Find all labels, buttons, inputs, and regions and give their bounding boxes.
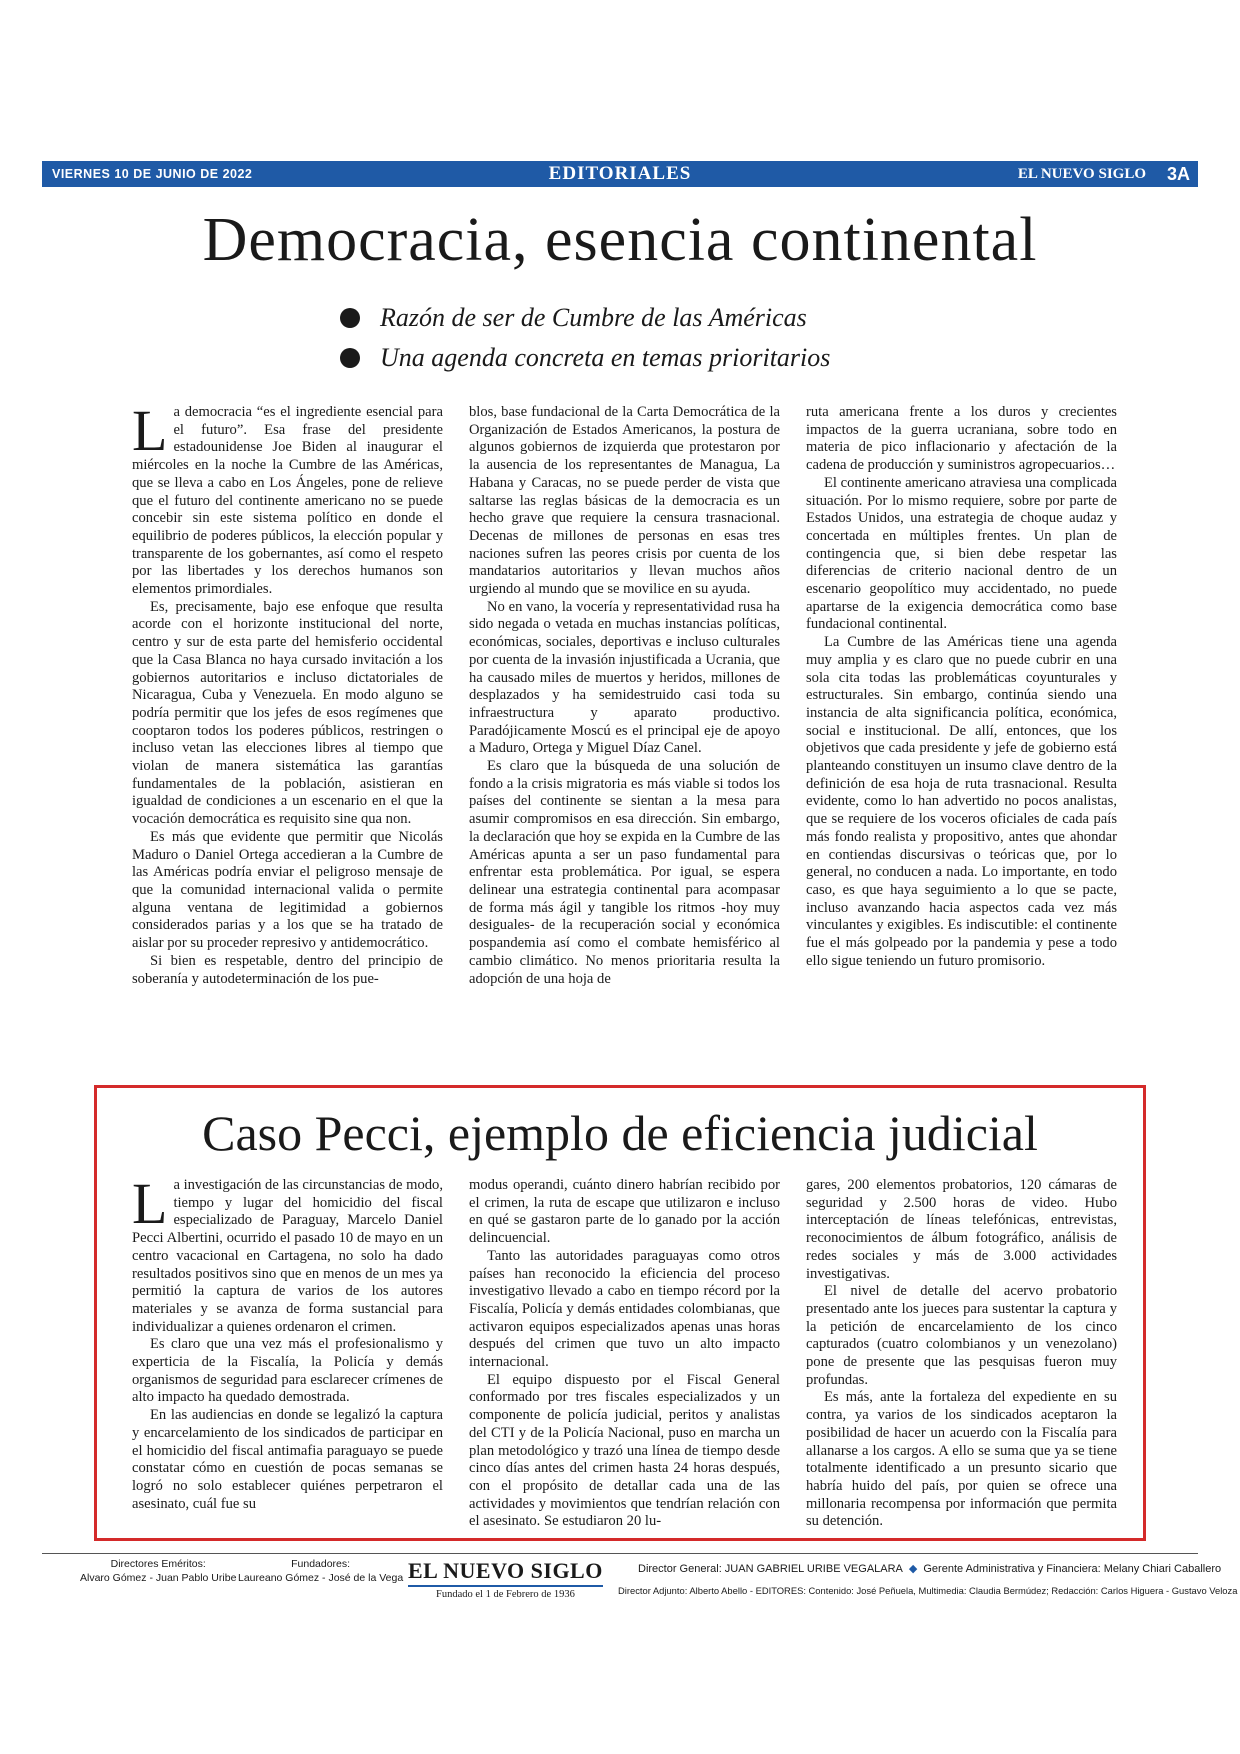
paragraph-text: a investigación de las circunstancias de modo, tiempo y lugar del homicidio del fiscal especializado de Paraguay, Marcelo Daniel Pecci Albertini, ocurrido el pasado 10 de mayo en un centro vacacional en Cartagena, no solo ha dado resultados positivos sino que en menos de un mes ya permitió la captura de varios de los autores materiales y se avanza de forma sustancial para individualizar a quienes ordenaron el crimen. [132, 1177, 443, 1335]
general-director: Director General: JUAN GABRIEL URIBE VEGALARA [638, 1563, 903, 1575]
founders [238, 1558, 403, 1584]
paragraph: Si bien es respetable, dentro del principio de soberanía y autodeterminación de los pue- [132, 952, 443, 987]
paragraph: ruta americana frente a los duros y crecientes impactos de la guerra ucraniana, sobre todo en materia de pico inflacionario y afectación de la cadena de producción y suministros agropecuarios… [806, 404, 1117, 474]
masthead-brand: EL NUEVO SIGLO [1017, 166, 1146, 182]
founders-names: Laureano Gómez - José de la Vega [238, 1572, 404, 1584]
paragraph-text: a democracia “es el ingrediente esencial para el futuro”. Esa frase del presidente estadounidense Joe Biden al inaugurar el miércoles en la noche la Cumbre de las Américas, que se lleva a cabo en Los Ángeles, pone de relieve que el futuro del continente americano no se puede concebir sin este sistema político en donde el equilibrio de poderes públicos, la elección popular y transparente de los gobernantes, así como el respeto por las libertades y los derechos humanos son elementos primordiales. [132, 404, 443, 598]
paragraph: Es claro que la búsqueda de una solución de fondo a la crisis migratoria es más viable si todos los países del continente se sientan a la mesa para asumir compromisos en esa dirección. Sin embargo, la declaración que hoy se expida en la Cumbre de las Américas apunta a ser un paso fundamental para enfrentar esta problemática. Por igual, se espera delinear una estrategia continental para acompasar de forma más ágil y tangible los ritmos -hoy muy desiguales- de la recuperación social y económica pospandemia así como el combate hemisférico al cambio climático. No menos prioritaria resulta la adopción de una hoja de [469, 758, 780, 987]
logo-rule [408, 1585, 603, 1587]
column-2 [469, 404, 780, 988]
paragraph: Es claro que una vez más el profesionalismo y experticia de la Fiscalía, la Policía y demás organismos de seguridad para esclarecer crímenes de alto impacto ha quedado demostrada. [132, 1336, 443, 1406]
editorial-2-title: Caso Pecci, ejemplo de eficiencia judicial [202, 1105, 1038, 1161]
diamond-separator-icon: ◆ [908, 1563, 918, 1575]
paragraph: Es más que evidente que permitir que Nicolás Maduro o Daniel Ortega accedieran a la Cumbre de las Américas podría enviar el peligroso mensaje de que la comunidad internacional valida o permite alguna ventana de legitimidad a gobiernos considerados parias y a los que se ha tratado de aislar por su proceder represivo y antidemocrático. [132, 828, 443, 952]
editorial-1-body [132, 398, 1117, 988]
paragraph: El equipo dispuesto por el Fiscal General conformado por tres fiscales especializados y un componente de policía judicial, peritos y analistas del CTI y de la Policía Nacional, puso en marcha un plan metodológico y trazó una línea de tiempo desde cinco días antes del crimen hasta 24 horas después, con el propósito de detallar cada una de las actividades y movimientos que tendrían relación con el asesinato. Se estudiaron 20 lu- [469, 1371, 780, 1530]
summary-text: Una agenda concreta en temas prioritarios [380, 343, 831, 372]
logo-name: EL NUEVO SIGLO [408, 1558, 603, 1583]
section-title: EDITORIALES [548, 163, 692, 184]
editors-line: Director Adjunto: Alberto Abello - EDITORES: Contenido: José Peñuela, Multimedia: Claudia Bermúdez; Redacción: Carlos Higuera - Gustavo Veloza [618, 1585, 1238, 1596]
page-number: 3A [1166, 164, 1190, 184]
footer-logo [408, 1558, 603, 1600]
column-3 [806, 404, 1117, 988]
column-1 [132, 1171, 443, 1531]
bullet-dot-icon [340, 348, 360, 368]
administrative-manager: Gerente Administrativa y Financiera: Melany Chiari Caballero [923, 1563, 1222, 1575]
page-header-bar [42, 161, 1198, 187]
paragraph: No en vano, la vocería y representatividad rusa ha sido negada o vetada en muchas instancias políticas, económicas, sociales, deportivas e incluso culturales por cuenta de la invasión injustificada a Ucrania, que ha causado miles de muertos y heridos, millones de desplazados y ha semidestruido casi toda su infraestructura y aparato productivo. Paradójicamente Moscú es el principal eje de apoyo a Maduro, Ortega y Miguel Díaz Canel. [469, 598, 780, 757]
paragraph: Es más, ante la fortaleza del expediente en su contra, ya varios de los sindicados aceptaron la posibilidad de hacer un acuerdo con la Fiscalía para allanarse a los cargos. A ello se suma que ya se tiene totalmente identificado a un presunto sicario que habría huido del país, por quien se ofrece una millonaria recompensa por información que permita su detención. [806, 1389, 1117, 1530]
bullet-dot-icon [340, 308, 360, 328]
emeritus-directors [80, 1558, 236, 1584]
footer-divider [42, 1553, 1198, 1554]
paragraph: blos, base fundacional de la Carta Democrática de la Organización de Estados Americanos, la postura de algunos gobiernos de izquierda que protestaron por la ausencia de los representantes de Managua, La Habana y Caracas, no se puede perder de vista que saltarse las reglas básicas de la democracia es un hecho grave que requiere la censura trasnacional. Decenas de millones de personas en esas tres naciones sufren las peores crisis por cuenta de los mandatarios autoritarios y llevan muchos años urgiendo al mundo que se movilice en su ayuda. [469, 404, 780, 598]
paragraph: El nivel de detalle del acervo probatorio presentado ante los jueces para sustentar la captura y la petición de encarcelamiento de los cinco capturados (cuatro colombianos y un venezolano) pone de presente que las pesquisas fueron muy profundas. [806, 1283, 1117, 1388]
paragraph: Tanto las autoridades paraguayas como otros países han reconocido la eficiencia del proceso investigativo llevado a cabo en tiempo récord por la Fiscalía, Policía y demás entidades colombianas, que activaron equipos especializados apenas unas horas después del crimen que tuvo un alto impacto internacional. [469, 1247, 780, 1371]
paragraph: modus operandi, cuánto dinero habrían recibido por el crimen, la ruta de escape que utilizaron e incluso en qué se gastaron parte de lo ganado por la acción delincuencial. [469, 1177, 780, 1247]
summary-text: Razón de ser de Cumbre de las Américas [380, 303, 807, 332]
paragraph [132, 398, 443, 599]
column-1 [132, 398, 443, 988]
paragraph: La Cumbre de las Américas tiene una agenda muy amplia y es claro que no puede cubrir en una sola cita todas las problemáticas coyunturales y estructurales. Sin embargo, continúa siendo una instancia de alta significancia política, económica, social e institucional. De allí, entonces, que los objetivos que cada presidente y jefe de gobierno está planteando constituyen un insumo clave dentro de la definición de esa hoja de ruta trasnacional. Resulta evidente, como lo han advertido no pocos analistas, que se requiere de los voceros oficiales de cada país más fondo realista y propositivo, antes que ahondar en contiendas discursivas o teóricas que, por lo general, no conducen a nada. Lo importante, en todo caso, es que haya seguimiento a lo que se pacte, incluso avanzando hacia aspectos cada vez más vinculantes y exigibles. Es indiscutible: el continente fue el más golpeado por la pandemia y pese a todo ello sigue teniendo un futuro promisorio. [806, 634, 1117, 969]
issue-date: VIERNES 10 DE JUNIO DE 2022 [52, 167, 253, 181]
column-3 [806, 1177, 1117, 1531]
paragraph: gares, 200 elementos probatorios, 120 cámaras de seguridad y 2.500 horas de video. Hubo interceptación de líneas telefónicas, entrevistas, reconocimientos de álbum fotográfico, análisis de redes sociales y más de 3.000 actividades investigativas. [806, 1177, 1117, 1282]
founded-date: Fundado el 1 de Febrero de 1936 [436, 1589, 575, 1600]
summary-bullet [340, 338, 1040, 378]
paragraph [132, 1171, 443, 1336]
emeritus-label: Directores Eméritos: [110, 1558, 206, 1570]
editorial-1-summary [340, 298, 1040, 378]
column-2 [469, 1177, 780, 1531]
editorial-2-body [132, 1171, 1117, 1531]
management-line [638, 1562, 1221, 1575]
paragraph: Es, precisamente, bajo ese enfoque que resulta acorde con el horizonte institucional del norte, centro y sur de esta parte del hemisferio occidental que la Casa Blanca no haya cursado invitación a los gobiernos autoritarios e incluso dictatoriales de Nicaragua, Cuba y Venezuela. En modo alguno se podría permitir que los jefes de esos regímenes que cooptaron todos los poderes públicos, restringen o incluso vetan las elecciones libres al tiempo que violan de manera sistemática las garantías fundamentales de la población, asistieran en igualdad de condiciones a un escenario en el que la vocación democrática es requisito sine qua non. [132, 598, 443, 828]
paragraph: El continente americano atraviesa una complicada situación. Por lo mismo requiere, sobre por parte de Estados Unidos, una estrategia de choque audaz y concertada en múltiples frentes. Un plan de contingencia que, si bien debe respetar las diferencias de criterio nacional dentro de un escenario geopolítico muy accidentado, no puede apartarse de la exigencia democrática como base fundacional continental. [806, 474, 1117, 633]
editorial-1-title: Democracia, esencia continental [202, 206, 1038, 274]
emeritus-names: Alvaro Gómez - Juan Pablo Uribe [80, 1572, 237, 1584]
paragraph: En las audiencias en donde se legalizó la captura y encarcelamiento de los sindicados de participar en el homicidio del fiscal antimafia paraguayo se puede constatar cómo en cuestión de pocas semanas se logró no solo establecer quiénes perpetraron el asesinato, cuál fue su [132, 1407, 443, 1512]
drop-cap: L [132, 398, 168, 463]
founders-label: Fundadores: [291, 1558, 351, 1570]
summary-bullet [340, 298, 1040, 338]
drop-cap: L [132, 1171, 168, 1236]
